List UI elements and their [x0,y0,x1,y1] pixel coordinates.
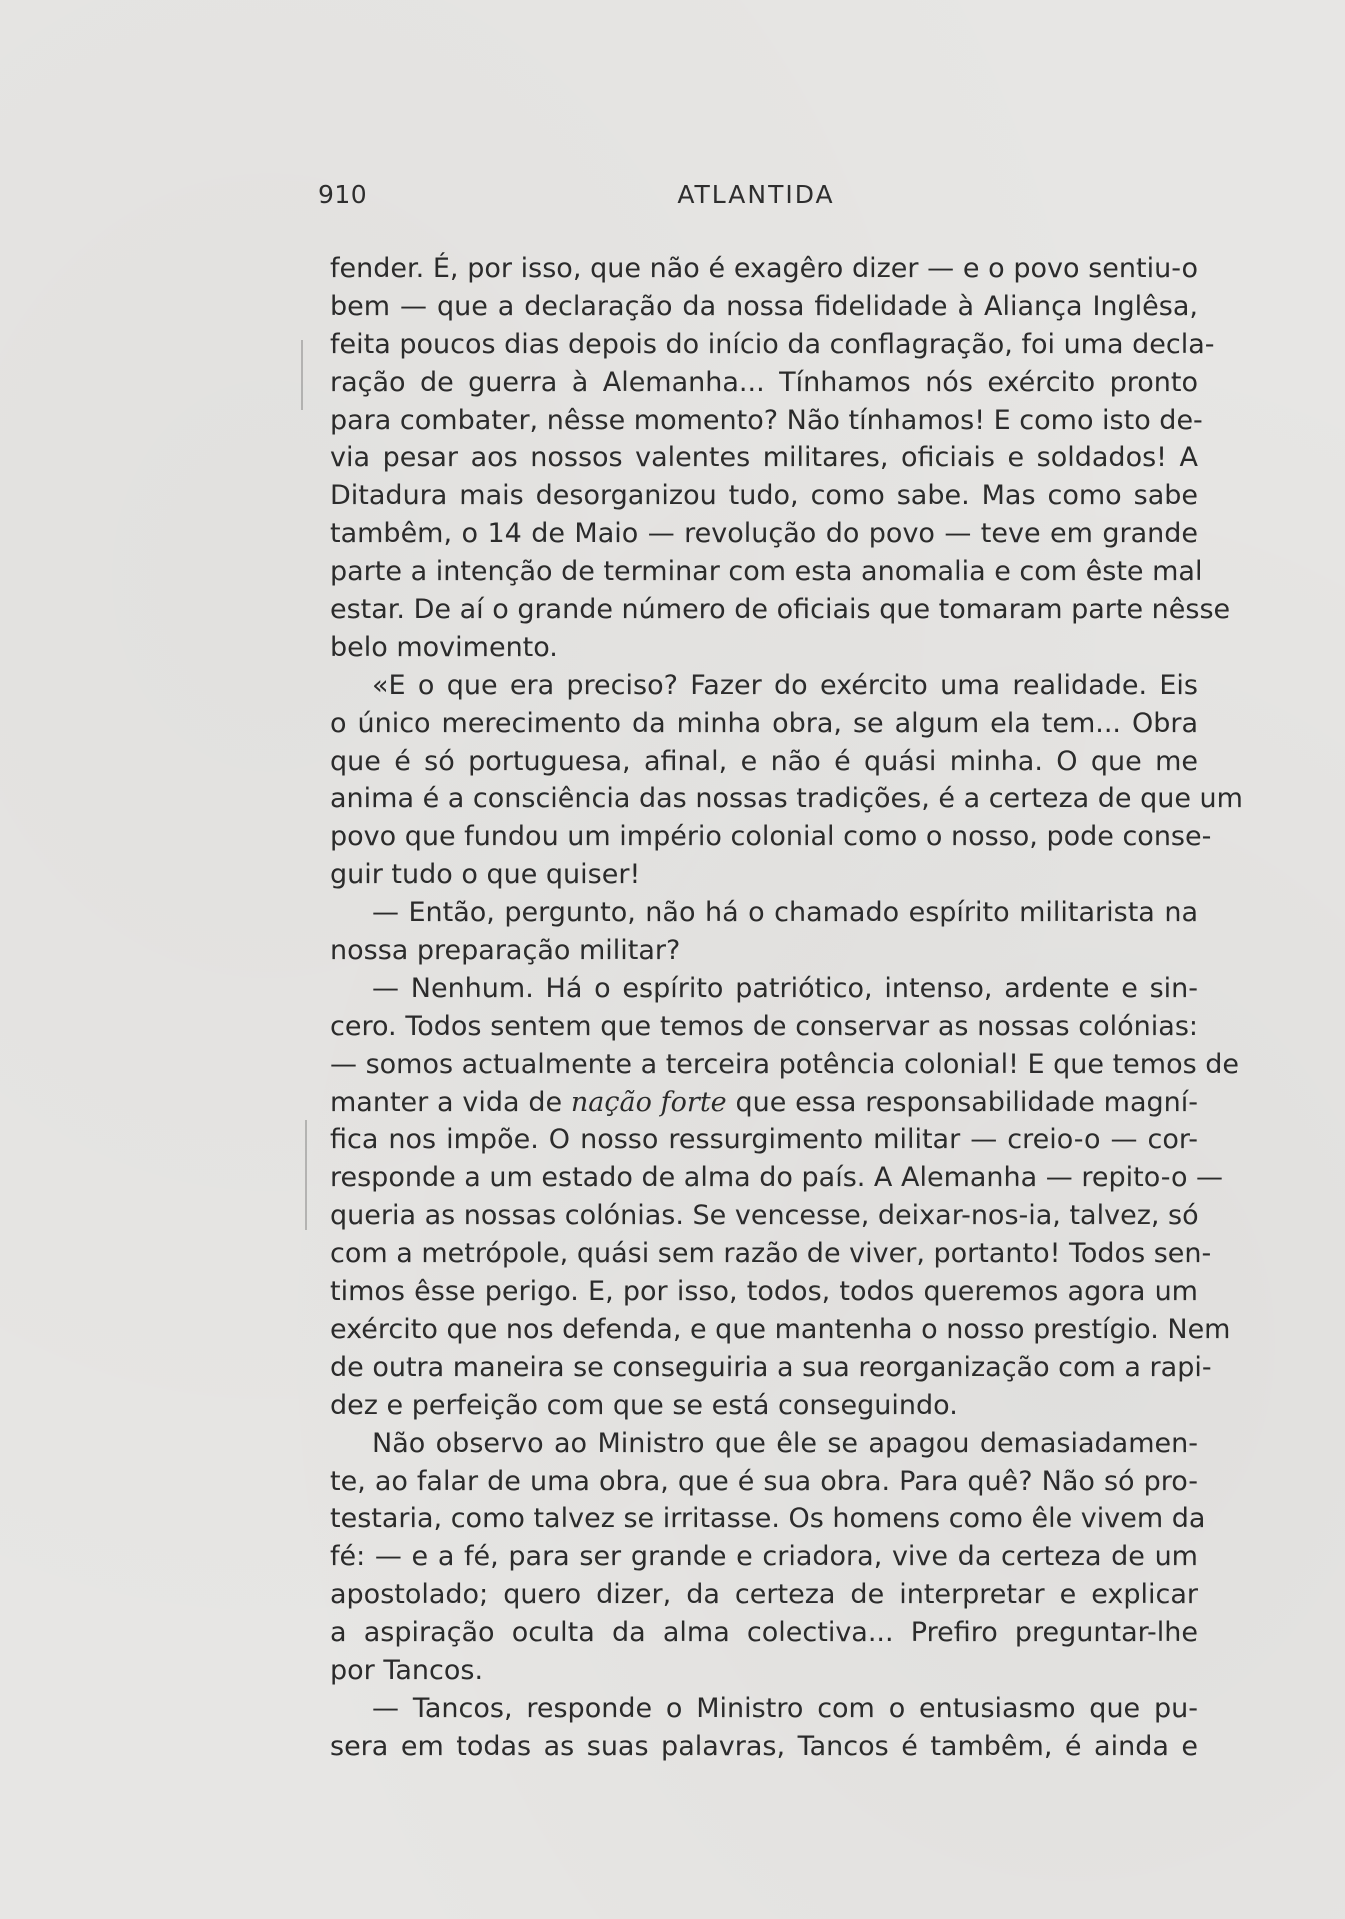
text-line: cero. Todos sentem que temos de conservar as nossas colónias: [330,1010,1198,1042]
text-line: «E o que era preciso? Fazer do exército uma realidade. Eis [372,669,1198,701]
text-line: Não observo ao Ministro que êle se apagou demasiadamen- [372,1427,1198,1459]
text-line: — Nenhum. Há o espírito patriótico, intenso, ardente e sin- [372,972,1198,1004]
text-line: testaria, como talvez se irritasse. Os homens como êle vivem da [330,1503,1206,1535]
text-line: sera em todas as suas palavras, Tancos é tambêm, é ainda e [330,1730,1198,1762]
text-line: queria as nossas colónias. Se vencesse, deixar-nos-ia, talvez, só [330,1200,1199,1232]
margin-pencil-mark [305,1120,307,1230]
text-line: de outra maneira se conseguiria a sua reorganização com a rapi- [330,1351,1212,1383]
page-header [318,180,1194,220]
text-line: ração de guerra à Alemanha... Tínhamos nós exército pronto [330,366,1198,398]
text-line: te, ao falar de uma obra, que é sua obra. Para quê? Não só pro- [330,1465,1198,1497]
text-line: — Tancos, responde o Ministro com o entusiasmo que pu- [372,1692,1198,1724]
text-line: para combater, nêsse momento? Não tínhamos! E como isto de- [330,404,1203,436]
text-line: bem — que a declaração da nossa fidelidade à Aliança Inglêsa, [330,290,1198,322]
text-line: responde a um estado de alma do país. A Alemanha — repito-o — [330,1162,1224,1194]
text-line: — Então, pergunto, não há o chamado espírito militarista na [372,897,1198,929]
text-line: dez e perfeição com que se está conseguindo. [330,1389,958,1421]
text-line: timos êsse perigo. E, por isso, todos, todos queremos agora um [330,1276,1198,1308]
text-line: anima é a consciência das nossas tradições, é a certeza de que um [330,783,1243,815]
text-line: fica nos impõe. O nosso ressurgimento militar — creio-o — cor- [330,1124,1198,1156]
running-title: ATLANTIDA [677,180,835,209]
text-line: exército que nos defenda, e que mantenha o nosso prestígio. Nem [330,1313,1231,1345]
text-line: estar. De aí o grande número de oficiais que tomaram parte nêsse [330,594,1231,626]
text-line: povo que fundou um império colonial como o nosso, pode conse- [330,821,1212,853]
text-line: feita poucos dias depois do início da conflagração, foi uma decla- [330,328,1215,360]
text-line: a aspiração oculta da alma colectiva... Prefiro preguntar-lhe [330,1617,1198,1649]
margin-pencil-mark [301,340,303,410]
text-line: apostolado; quero dizer, da certeza de interpretar e explicar [330,1579,1198,1611]
text-line: Ditadura mais desorganizou tudo, como sabe. Mas como sabe [330,480,1198,512]
italic-phrase: nação forte [570,1086,727,1118]
text-line: fé: — e a fé, para ser grande e criadora, vive da certeza de um [330,1541,1198,1573]
text-line: por Tancos. [330,1654,484,1686]
text-line: guir tudo o que quiser! [330,859,641,891]
text-line: belo movimento. [330,631,558,663]
text-run: manter a vida de [330,1086,571,1118]
text-line: via pesar aos nossos valentes militares, oficiais e soldados! A [330,442,1198,474]
text-line: parte a intenção de terminar com esta anomalia e com êste mal [330,556,1203,588]
text-line: — somos actualmente a terceira potência colonial! E que temos de [330,1048,1239,1080]
text-line: que é só portuguesa, afinal, e não é quási minha. O que me [330,745,1198,777]
text-run: que essa responsabilidade magní- [726,1086,1199,1118]
text-line: com a metrópole, quási sem razão de viver, portanto! Todos sen- [330,1238,1212,1270]
text-line [330,1084,1198,1122]
page-number: 910 [318,180,368,209]
text-line: nossa preparação militar? [330,935,681,967]
body-text [330,250,1243,1766]
text-line: o único merecimento da minha obra, se algum ela tem... Obra [330,707,1198,739]
text-line: tambêm, o 14 de Maio — revolução do povo — teve em grande [330,518,1198,550]
text-line: fender. É, por isso, que não é exagêro dizer — e o povo sentiu-o [330,253,1198,284]
